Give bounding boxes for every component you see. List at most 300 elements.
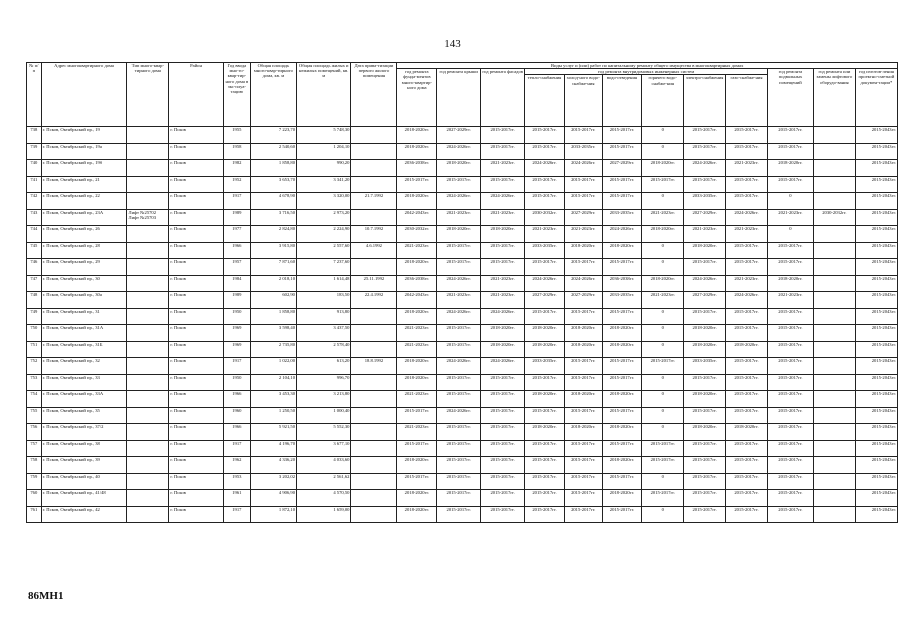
cell-addr: г. Псков, Октябрьский пр., 30: [41, 275, 127, 292]
table-row: [27, 473, 898, 490]
cell-year: 1950: [223, 308, 250, 325]
cell-elec: 2015-2017гг.: [684, 259, 726, 276]
cell-cold: 2015-2017гг.: [564, 374, 602, 391]
cell-year: 1989: [223, 209, 250, 226]
cell-cold: 2015-2017гг.: [564, 490, 602, 507]
cell-roof: 2015-2017гг.: [437, 490, 481, 507]
cell-res: 183,50: [296, 292, 350, 309]
cell-type: [127, 358, 169, 375]
cell-facade: 2024-2026гг.: [481, 358, 525, 375]
cell-gas: 2015-2017гг.: [726, 193, 768, 210]
cell-hot: 2015-2017гг.: [642, 176, 684, 193]
cell-facade: 2024-2026гг.: [481, 193, 525, 210]
cell-dist: г. Псков: [169, 259, 223, 276]
cell-area: 3 453,30: [250, 391, 296, 408]
cell-dist: г. Псков: [169, 506, 223, 523]
cell-hot: 0: [642, 374, 684, 391]
cell-sewer: 2027-2029гг.: [602, 160, 642, 177]
table-row: [27, 209, 898, 226]
cell-dist: г. Псков: [169, 242, 223, 259]
cell-found: 2018-2020гг.: [397, 374, 437, 391]
cell-gas: 2015-2017гг.: [726, 440, 768, 457]
table-row: [27, 457, 898, 474]
cell-lift: [813, 424, 855, 441]
cell-sewer: 2015-2017гг.: [602, 358, 642, 375]
cell-heat: 2027-2029гг.: [525, 292, 565, 309]
cell-type: [127, 308, 169, 325]
table-row: [27, 325, 898, 342]
cell-cold: 2015-2017гг.: [564, 358, 602, 375]
cell-cold: 2015-2017гг.: [564, 259, 602, 276]
cell-dist: г. Псков: [169, 325, 223, 342]
cell-lift: [813, 127, 855, 144]
cell-facade: 2015-2017гг.: [481, 490, 525, 507]
cell-n: 749: [27, 308, 42, 325]
cell-facade: 2015-2017гг.: [481, 127, 525, 144]
cell-found: 2042-2043гг.: [397, 292, 437, 309]
cell-lift: [813, 473, 855, 490]
cell-n: 755: [27, 407, 42, 424]
cell-hot: 0: [642, 259, 684, 276]
cell-docs: 2015-2043гг.: [855, 127, 897, 144]
cell-n: 742: [27, 193, 42, 210]
cell-dist: г. Псков: [169, 391, 223, 408]
cell-roof: 2015-2017гг.: [437, 424, 481, 441]
cell-heat: 2015-2017гг.: [525, 506, 565, 523]
cell-addr: г. Псков, Октябрьский пр., 26: [41, 226, 127, 243]
cell-priv: [351, 308, 397, 325]
cell-docs: 2015-2043гг.: [855, 374, 897, 391]
cell-found: 2036-2038гг.: [397, 160, 437, 177]
cell-hot: 0: [642, 143, 684, 160]
cell-priv: 10.7.1992: [351, 226, 397, 243]
cell-year: 1969: [223, 341, 250, 358]
cell-docs: 2015-2043гг.: [855, 209, 897, 226]
cell-roof: 2024-2026гг.: [437, 358, 481, 375]
table-row: [27, 490, 898, 507]
cell-docs: 2015-2043гг.: [855, 193, 897, 210]
header-res-area: Общая площадь жилых и нежилых помещений, кв. м: [296, 63, 350, 127]
cell-found: 2021-2023гг.: [397, 242, 437, 259]
cell-facade: 2015-2017гг.: [481, 457, 525, 474]
cell-addr: г. Псков, Октябрьский пр., 31А: [41, 325, 127, 342]
cell-priv: [351, 506, 397, 523]
cell-heat: 2015-2017гг.: [525, 308, 565, 325]
cell-cold: 2021-2023гг.: [564, 226, 602, 243]
cell-base: 2018-2020гг.: [767, 160, 813, 177]
cell-res: 2 578,40: [296, 341, 350, 358]
cell-res: 4 570,50: [296, 490, 350, 507]
header-sewer: водо-отведения: [602, 75, 642, 127]
header-address: Адрес многоквартирного дома: [41, 63, 127, 127]
header-engineering: год ремонта внутридомовых инженерных систем: [525, 69, 768, 75]
cell-dist: г. Псков: [169, 424, 223, 441]
cell-addr: г. Псков, Октябрьский пр., 31: [41, 308, 127, 325]
cell-cold: 2015-2017гг.: [564, 457, 602, 474]
cell-heat: 2015-2017гг.: [525, 259, 565, 276]
cell-cold: 2024-2026гг.: [564, 160, 602, 177]
cell-gas: 2015-2017гг.: [726, 325, 768, 342]
cell-elec: 2018-2020гг.: [684, 391, 726, 408]
cell-base: 2021-2023гг.: [767, 209, 813, 226]
cell-heat: 2015-2017гг.: [525, 176, 565, 193]
cell-addr: г. Псков, Октябрьский пр., 33А: [41, 391, 127, 408]
cell-n: 738: [27, 127, 42, 144]
cell-dist: г. Псков: [169, 193, 223, 210]
cell-hot: 0: [642, 127, 684, 144]
cell-year: 1917: [223, 440, 250, 457]
cell-n: 740: [27, 160, 42, 177]
cell-found: 2042-2043гг.: [397, 209, 437, 226]
cell-addr: г. Псков, Октябрьский пр., 22: [41, 193, 127, 210]
cell-sewer: 2015-2017гг.: [602, 143, 642, 160]
cell-roof: 2021-2023гг.: [437, 292, 481, 309]
cell-roof: 2024-2026гг.: [437, 275, 481, 292]
cell-found: 2018-2020гг.: [397, 358, 437, 375]
cell-gas: 2021-2023гг.: [726, 275, 768, 292]
cell-base: 2015-2017гг.: [767, 424, 813, 441]
footer-code: 86МН1: [28, 590, 64, 602]
cell-priv: 25.11.1992: [351, 275, 397, 292]
cell-heat: 2015-2017гг.: [525, 127, 565, 144]
cell-priv: [351, 374, 397, 391]
cell-year: 1960: [223, 407, 250, 424]
header-gas: газо-снабже-ния: [726, 75, 768, 127]
cell-cold: 2018-2020гг.: [564, 242, 602, 259]
cell-lift: [813, 176, 855, 193]
cell-year: 1966: [223, 424, 250, 441]
cell-gas: 2015-2017гг.: [726, 143, 768, 160]
cell-addr: г. Псков, Октябрьский пр., 29: [41, 259, 127, 276]
cell-heat: 2018-2020гг.: [525, 341, 565, 358]
cell-elec: 2024-2026гг.: [684, 160, 726, 177]
cell-type: [127, 325, 169, 342]
cell-gas: 2015-2017гг.: [726, 127, 768, 144]
cell-dist: г. Псков: [169, 440, 223, 457]
cell-res: 3 320,00: [296, 193, 350, 210]
cell-type: [127, 193, 169, 210]
cell-addr: г. Псков, Октябрьский пр., 19: [41, 127, 127, 144]
cell-year: 1917: [223, 193, 250, 210]
cell-docs: 2015-2043гг.: [855, 440, 897, 457]
cell-docs: 2015-2043гг.: [855, 308, 897, 325]
cell-elec: 2015-2017гг.: [684, 374, 726, 391]
cell-addr: г. Псков, Октябрьский пр., 41/48: [41, 490, 127, 507]
table-row: [27, 259, 898, 276]
cell-res: 613,20: [296, 358, 350, 375]
cell-facade: 2015-2017гг.: [481, 374, 525, 391]
cell-facade: 2015-2017гг.: [481, 440, 525, 457]
cell-facade: 2018-2020гг.: [481, 226, 525, 243]
cell-gas: 2015-2017гг.: [726, 259, 768, 276]
cell-cold: 2018-2020гг.: [564, 391, 602, 408]
table-row: [27, 242, 898, 259]
cell-docs: 2015-2043гг.: [855, 391, 897, 408]
cell-n: 750: [27, 325, 42, 342]
table-row: [27, 143, 898, 160]
table-row: [27, 424, 898, 441]
table-row: [27, 292, 898, 309]
cell-sewer: 2015-2017гг.: [602, 259, 642, 276]
cell-dist: г. Псков: [169, 292, 223, 309]
cell-lift: [813, 242, 855, 259]
cell-sewer: 2033-2035гг.: [602, 209, 642, 226]
cell-n: 752: [27, 358, 42, 375]
cell-base: 0: [767, 193, 813, 210]
header-basement: год ремонта подвальных помещений: [767, 69, 813, 127]
header-group-title: Виды услуг и (или) работ по капитальному ремонту общего имущества в многоквартирных домах: [397, 63, 898, 69]
cell-found: 2018-2020гг.: [397, 506, 437, 523]
cell-n: 753: [27, 374, 42, 391]
cell-area: 1 250,50: [250, 407, 296, 424]
cell-addr: г. Псков, Октябрьский пр., 32: [41, 358, 127, 375]
cell-heat: 2033-2035гг.: [525, 242, 565, 259]
cell-facade: 2018-2020гг.: [481, 325, 525, 342]
cell-addr: г. Псков, Октябрьский пр., 40: [41, 473, 127, 490]
cell-res: 1 204,10: [296, 143, 350, 160]
cell-heat: 2024-2026гг.: [525, 275, 565, 292]
cell-roof: 2015-2017гг.: [437, 473, 481, 490]
cell-gas: 2015-2017гг.: [726, 242, 768, 259]
cell-base: 2015-2017гг.: [767, 407, 813, 424]
header-roof: год ремонта крыши: [437, 69, 481, 127]
cell-facade: 2021-2023гг.: [481, 160, 525, 177]
cell-n: 747: [27, 275, 42, 292]
cell-sewer: 2015-2017гг.: [602, 473, 642, 490]
cell-addr: г. Псков, Октябрьский пр., 30а: [41, 292, 127, 309]
cell-addr: г. Псков, Октябрьский пр., 38: [41, 440, 127, 457]
header-year: Год ввода мно-го-квар-тир-ного дома в экс-плуа-тацию: [223, 63, 250, 127]
cell-elec: 2015-2017гг.: [684, 473, 726, 490]
cell-type: [127, 374, 169, 391]
header-num: № п/п: [27, 63, 42, 127]
cell-elec: 2021-2023гг.: [684, 226, 726, 243]
cell-cold: 2015-2017гг.: [564, 176, 602, 193]
cell-elec: 2018-2020гг.: [684, 341, 726, 358]
cell-docs: 2015-2043гг.: [855, 160, 897, 177]
cell-cold: 2018-2020гг.: [564, 341, 602, 358]
cell-type: Лифт №25702 Лифт №25703: [127, 209, 169, 226]
cell-heat: 2015-2017гг.: [525, 374, 565, 391]
cell-area: 1 858,80: [250, 308, 296, 325]
cell-dist: г. Псков: [169, 341, 223, 358]
cell-priv: [351, 127, 397, 144]
cell-sewer: 2015-2017гг.: [602, 176, 642, 193]
cell-gas: 2015-2017гг.: [726, 473, 768, 490]
cell-elec: 2015-2017гг.: [684, 407, 726, 424]
cell-base: 2015-2017гг.: [767, 358, 813, 375]
cell-addr: г. Псков, Октябрьский пр., 39: [41, 457, 127, 474]
cell-sewer: 2018-2020гг.: [602, 424, 642, 441]
cell-base: 2015-2017гг.: [767, 506, 813, 523]
cell-cold: 2015-2017гг.: [564, 407, 602, 424]
cell-roof: 2024-2026гг.: [437, 407, 481, 424]
cell-cold: 2015-2017гг.: [564, 193, 602, 210]
cell-heat: 2018-2020гг.: [525, 391, 565, 408]
cell-docs: 2015-2043гг.: [855, 242, 897, 259]
cell-type: [127, 457, 169, 474]
cell-roof: 2015-2017гг.: [437, 242, 481, 259]
header-type: Тип много-квар-тирного дома: [127, 63, 169, 127]
cell-n: 757: [27, 440, 42, 457]
cell-area: 2 824,80: [250, 226, 296, 243]
table-row: [27, 176, 898, 193]
cell-area: 3 598,40: [250, 325, 296, 342]
table-row: [27, 407, 898, 424]
table-row: [27, 193, 898, 210]
cell-gas: 2015-2017гг.: [726, 490, 768, 507]
cell-roof: 2021-2023гг.: [437, 209, 481, 226]
cell-addr: г. Псков, Октябрьский пр., 33: [41, 374, 127, 391]
cell-docs: 2015-2043гг.: [855, 275, 897, 292]
cell-docs: 2015-2043гг.: [855, 490, 897, 507]
cell-gas: 2015-2017гг.: [726, 358, 768, 375]
cell-docs: 2015-2043гг.: [855, 506, 897, 523]
cell-gas: 2015-2017гг.: [726, 308, 768, 325]
cell-gas: 2021-2023гг.: [726, 160, 768, 177]
cell-year: 1977: [223, 226, 250, 243]
cell-hot: 0: [642, 193, 684, 210]
cell-roof: 2015-2017гг.: [437, 259, 481, 276]
cell-elec: 2018-2020гг.: [684, 325, 726, 342]
cell-lift: [813, 193, 855, 210]
cell-dist: г. Псков: [169, 308, 223, 325]
cell-sewer: 2036-2038гг.: [602, 275, 642, 292]
cell-priv: [351, 473, 397, 490]
cell-dist: г. Псков: [169, 275, 223, 292]
cell-priv: [351, 457, 397, 474]
header-elec: электро-снабжения: [684, 75, 726, 127]
cell-type: [127, 341, 169, 358]
cell-base: 2015-2017гг.: [767, 127, 813, 144]
cell-area: 4 678,90: [250, 193, 296, 210]
cell-found: 2018-2020гг.: [397, 259, 437, 276]
cell-lift: [813, 341, 855, 358]
cell-sewer: 2015-2017гг.: [602, 440, 642, 457]
cell-gas: 2021-2023гг.: [726, 226, 768, 243]
cell-gas: 2015-2017гг.: [726, 506, 768, 523]
cell-year: 1961: [223, 490, 250, 507]
table-row: [27, 358, 898, 375]
cell-found: 2015-2017гг.: [397, 440, 437, 457]
cell-elec: 2018-2020гг.: [684, 424, 726, 441]
cell-roof: 2024-2026гг.: [437, 308, 481, 325]
cell-dist: г. Псков: [169, 374, 223, 391]
cell-dist: г. Псков: [169, 407, 223, 424]
cell-sewer: 2015-2017гг.: [602, 193, 642, 210]
cell-res: 2 561,62: [296, 473, 350, 490]
cell-year: 1952: [223, 176, 250, 193]
cell-year: 1989: [223, 292, 250, 309]
cell-cold: 2015-2017гг.: [564, 506, 602, 523]
cell-facade: 2024-2026гг.: [481, 308, 525, 325]
cell-elec: 2015-2017гг.: [684, 308, 726, 325]
table-row: [27, 160, 898, 177]
cell-facade: 2018-2020гг.: [481, 341, 525, 358]
cell-facade: 2015-2017гг.: [481, 242, 525, 259]
header-lift: год ремонта или замены лифтового оборудо-вания: [813, 69, 855, 127]
cell-roof: 2015-2017гг.: [437, 341, 481, 358]
cell-docs: 2015-2043гг.: [855, 358, 897, 375]
cell-docs: 2015-2043гг.: [855, 407, 897, 424]
header-total-area: Общая площадь много-квар-тирного дома, кв. м: [250, 63, 296, 127]
cell-addr: г. Псков, Октябрьский пр., 21: [41, 176, 127, 193]
cell-year: 1917: [223, 506, 250, 523]
cell-hot: 0: [642, 424, 684, 441]
cell-sewer: 2015-2017гг.: [602, 374, 642, 391]
cell-type: [127, 176, 169, 193]
cell-dist: г. Псков: [169, 143, 223, 160]
cell-lift: 2030-2032гг.: [813, 209, 855, 226]
cell-lift: [813, 407, 855, 424]
cell-hot: 2021-2023гг.: [642, 292, 684, 309]
cell-sewer: 2015-2017гг.: [602, 407, 642, 424]
cell-sewer: 2018-2020гг.: [602, 341, 642, 358]
cell-addr: г. Псков, Октябрьский пр., 19а: [41, 143, 127, 160]
cell-base: 0: [767, 226, 813, 243]
cell-docs: 2015-2043гг.: [855, 473, 897, 490]
cell-n: 743: [27, 209, 42, 226]
cell-base: 2015-2017гг.: [767, 308, 813, 325]
cell-year: 1953: [223, 473, 250, 490]
cell-sewer: 2015-2017гг.: [602, 506, 642, 523]
cell-dist: г. Псков: [169, 160, 223, 177]
cell-res: 2 224,90: [296, 226, 350, 243]
cell-hot: 2018-2020гг.: [642, 275, 684, 292]
cell-cold: 2027-2029гг.: [564, 209, 602, 226]
table-row: [27, 506, 898, 523]
cell-year: 1969: [223, 325, 250, 342]
cell-found: 2030-2032гг.: [397, 226, 437, 243]
cell-roof: 2015-2017гг.: [437, 440, 481, 457]
cell-found: 2018-2020гг.: [397, 490, 437, 507]
cell-dist: г. Псков: [169, 358, 223, 375]
table-row: [27, 341, 898, 358]
cell-roof: 2015-2017гг.: [437, 391, 481, 408]
cell-priv: [351, 341, 397, 358]
cell-heat: 2015-2017гг.: [525, 457, 565, 474]
cell-cold: 2018-2020гг.: [564, 325, 602, 342]
cell-type: [127, 259, 169, 276]
cell-roof: 2015-2017гг.: [437, 325, 481, 342]
cell-gas: 2015-2017гг.: [726, 374, 768, 391]
cell-heat: 2024-2026гг.: [525, 160, 565, 177]
cell-res: 2 557,60: [296, 242, 350, 259]
cell-docs: 2015-2043гг.: [855, 457, 897, 474]
cell-gas: 2024-2026гг.: [726, 209, 768, 226]
cell-elec: 2027-2029гг.: [684, 209, 726, 226]
cell-n: 758: [27, 457, 42, 474]
cell-sewer: 2018-2020гг.: [602, 457, 642, 474]
cell-found: 2021-2023гг.: [397, 325, 437, 342]
cell-res: 4 033,60: [296, 457, 350, 474]
cell-hot: 2015-2017гг.: [642, 490, 684, 507]
cell-area: 2 735,80: [250, 341, 296, 358]
cell-sewer: 2018-2020гг.: [602, 490, 642, 507]
cell-base: 2015-2017гг.: [767, 440, 813, 457]
cell-lift: [813, 490, 855, 507]
header-cold: холод-ного водо-снабже-ния: [564, 75, 602, 127]
cell-hot: 2015-2017гг.: [642, 358, 684, 375]
cell-priv: [351, 407, 397, 424]
document-table-wrapper: [26, 62, 898, 523]
cell-hot: 0: [642, 391, 684, 408]
cell-res: 3 677,10: [296, 440, 350, 457]
cell-found: 2036-2038гг.: [397, 275, 437, 292]
cell-n: 760: [27, 490, 42, 507]
cell-elec: 2015-2017гг.: [684, 176, 726, 193]
cell-year: 1957: [223, 259, 250, 276]
